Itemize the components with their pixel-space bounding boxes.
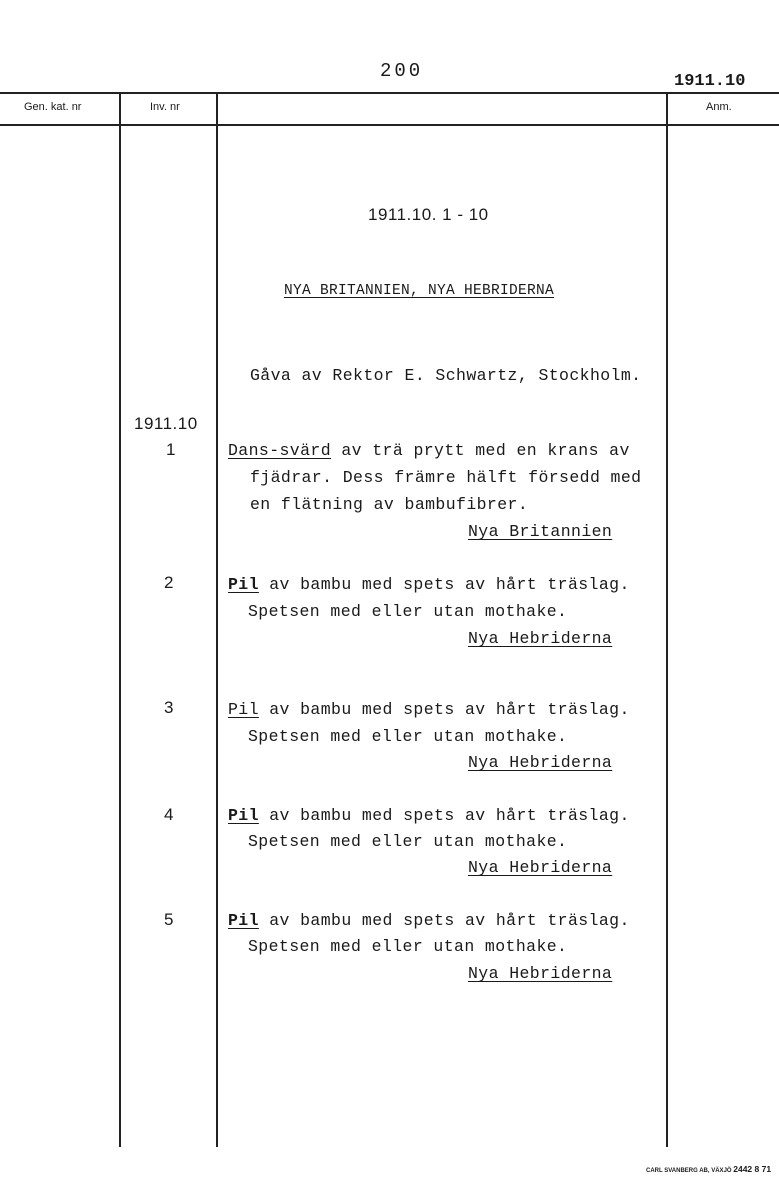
header-bottom-rule xyxy=(0,124,779,126)
entry-text: av bambu med spets av hårt träslag. xyxy=(258,575,630,594)
entry-term: Pil xyxy=(228,911,259,930)
column-divider-inv-desc xyxy=(216,92,218,1147)
entry-term: Dans-svärd xyxy=(228,441,332,460)
inventory-prefix: 1911.10 xyxy=(134,414,198,433)
series-range: 1911.10. 1 - 10 xyxy=(368,205,489,224)
entry-term: Pil xyxy=(228,575,259,594)
column-header-gen-kat-nr: Gen. kat. nr xyxy=(24,101,82,113)
entry-number: 2 xyxy=(164,573,174,592)
entry-line xyxy=(228,575,630,594)
entry-term: Pil xyxy=(228,806,259,825)
entry-line: Spetsen med eller utan mothake. xyxy=(248,937,568,956)
header-top-rule xyxy=(0,92,779,94)
entry-line xyxy=(228,806,630,825)
entry-place: Nya Hebriderna xyxy=(468,629,613,648)
entry-number: 1 xyxy=(166,440,176,459)
entry-term: Pil xyxy=(228,700,259,719)
column-divider-gen-inv xyxy=(119,92,121,1147)
catalog-number: 1911.10 xyxy=(674,72,746,91)
printer-imprint xyxy=(646,1164,771,1174)
entry-text: av bambu med spets av hårt träslag. xyxy=(258,700,630,719)
region-heading: NYA BRITANNIEN, NYA HEBRIDERNA xyxy=(284,283,555,299)
donation-line: Gåva av Rektor E. Schwartz, Stockholm. xyxy=(250,366,642,385)
entry-line: en flätning av bambufibrer. xyxy=(250,495,529,514)
entry-line: Spetsen med eller utan mothake. xyxy=(248,727,568,746)
page-number: 200 xyxy=(380,60,424,82)
entry-text: av bambu med spets av hårt träslag. xyxy=(258,806,630,825)
entry-text: av bambu med spets av hårt träslag. xyxy=(258,911,630,930)
entry-line: fjädrar. Dess främre hälft försedd med xyxy=(250,468,642,487)
entry-place: Nya Britannien xyxy=(468,522,613,541)
entry-number: 3 xyxy=(164,698,174,717)
form-code: 2442 8 71 xyxy=(733,1164,772,1174)
column-divider-desc-anm xyxy=(666,92,668,1147)
entry-line xyxy=(228,700,630,719)
entry-line: Spetsen med eller utan mothake. xyxy=(248,832,568,851)
entry-line xyxy=(228,441,630,460)
entry-place: Nya Hebriderna xyxy=(468,753,613,772)
entry-line: Spetsen med eller utan mothake. xyxy=(248,602,568,621)
entry-number: 5 xyxy=(164,910,174,929)
entry-text: av trä prytt med en krans av xyxy=(331,441,630,460)
entry-place: Nya Hebriderna xyxy=(468,858,613,877)
column-header-anm: Anm. xyxy=(706,101,732,113)
entry-number: 4 xyxy=(164,805,174,824)
entry-line xyxy=(228,911,630,930)
entry-place: Nya Hebriderna xyxy=(468,964,613,983)
column-header-inv-nr: Inv. nr xyxy=(150,101,180,113)
printer-name: CARL SVANBERG AB, VÄXJÖ xyxy=(646,1168,732,1174)
